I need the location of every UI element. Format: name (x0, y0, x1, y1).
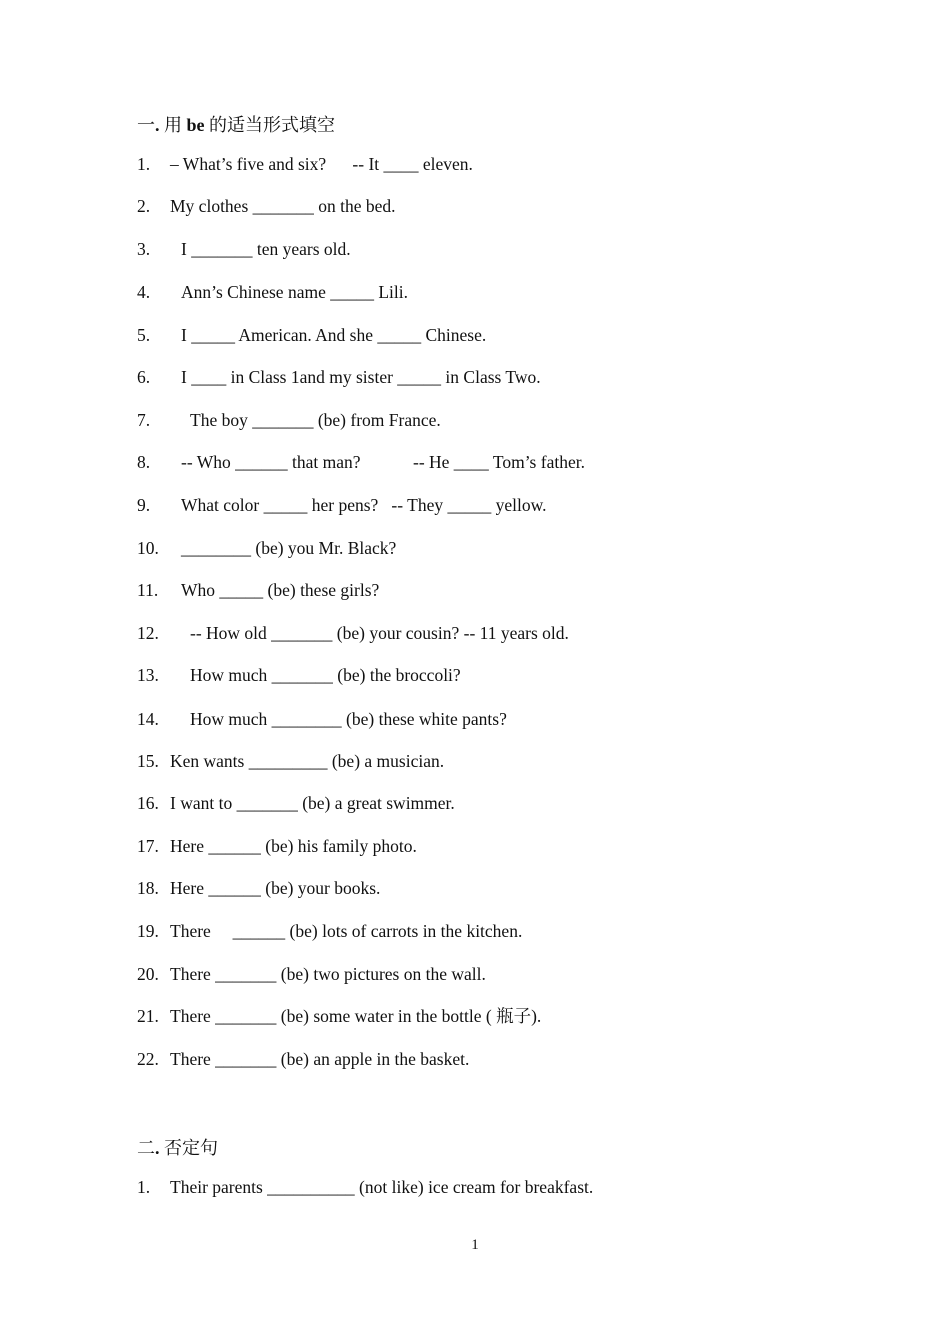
item-text: -- How old _______ (be) your cousin? -- 11 years old. (190, 623, 569, 643)
exercise-item (137, 282, 408, 302)
exercise-item (137, 154, 473, 174)
item-text: I ____ in Class 1and my sister _____ in Class Two. (181, 367, 541, 387)
exercise-item (137, 410, 441, 430)
exercise-item (137, 964, 486, 984)
be-keyword: be (186, 115, 205, 135)
item-text: Here ______ (be) his family photo. (170, 836, 417, 856)
item-number: 9. (137, 495, 151, 515)
item-number: 20. (137, 964, 159, 984)
item-text: ________ (be) you Mr. Black? (181, 538, 397, 558)
item-number: 14. (137, 709, 159, 729)
item-text: I want to _______ (be) a great swimmer. (170, 793, 455, 813)
item-text: There _______ (be) an apple in the basket. (170, 1049, 470, 1069)
item-text: My clothes _______ on the bed. (170, 196, 396, 216)
section-2-heading: 二. 否定句 (137, 1138, 218, 1158)
item-number: 22. (137, 1049, 159, 1069)
item-text: There ______ (be) lots of carrots in the kitchen. (170, 921, 523, 941)
exercise-item (137, 709, 507, 729)
item-text: Here ______ (be) your books. (170, 878, 381, 898)
item-text: Ann’s Chinese name _____ Lili. (181, 282, 408, 302)
item-text: How much _______ (be) the broccoli? (190, 665, 461, 685)
item-number: 19. (137, 921, 159, 941)
item-number: 6. (137, 367, 151, 387)
item-number: 2. (137, 196, 151, 216)
exercise-item (137, 1177, 593, 1197)
exercise-item (137, 196, 396, 216)
item-number: 12. (137, 623, 159, 643)
item-text: -- Who ______ that man? -- He ____ Tom’s father. (181, 452, 585, 472)
item-number: 15. (137, 751, 159, 771)
item-number: 4. (137, 282, 151, 302)
item-number: 18. (137, 878, 159, 898)
exercise-item (137, 793, 455, 813)
exercise-item (137, 495, 546, 515)
exercise-item (137, 580, 379, 600)
item-text: Who _____ (be) these girls? (181, 580, 380, 600)
item-text: – What’s five and six? -- It ____ eleven. (170, 154, 473, 174)
item-number: 1. (137, 154, 151, 174)
item-text: I _____ American. And she _____ Chinese. (181, 325, 487, 345)
item-number: 16. (137, 793, 159, 813)
item-number: 11. (137, 580, 159, 600)
item-text: Ken wants _________ (be) a musician. (170, 751, 445, 771)
item-number: 5. (137, 325, 151, 345)
item-text: The boy _______ (be) from France. (190, 410, 441, 430)
item-text: What color _____ her pens? -- They _____ yellow. (181, 495, 547, 515)
item-number: 10. (137, 538, 159, 558)
section-1-heading: 一. 用 be 的适当形式填空 (137, 115, 335, 135)
exercise-item (137, 836, 417, 856)
exercise-item (137, 367, 541, 387)
exercise-item (137, 452, 585, 472)
item-number: 3. (137, 239, 151, 259)
exercise-item (137, 623, 569, 643)
exercise-item (137, 1049, 469, 1069)
exercise-item (137, 325, 486, 345)
page-number: 1 (471, 1237, 479, 1253)
item-number: 1. (137, 1177, 151, 1197)
item-text: Their parents __________ (not like) ice cream for breakfast. (170, 1177, 594, 1197)
item-number: 7. (137, 410, 151, 430)
exercise-item (137, 921, 522, 941)
item-number: 17. (137, 836, 159, 856)
item-text: I _______ ten years old. (181, 239, 351, 259)
item-text: How much ________ (be) these white pants? (190, 709, 507, 729)
item-text: There _______ (be) some water in the bottle ( 瓶子). (170, 1006, 542, 1026)
exercise-item (137, 878, 380, 898)
item-number: 13. (137, 665, 159, 685)
item-text: There _______ (be) two pictures on the wall. (170, 964, 486, 984)
exercise-item (137, 751, 444, 771)
exercise-item (137, 538, 396, 558)
item-number: 21. (137, 1006, 159, 1026)
exercise-item (137, 1006, 541, 1026)
exercise-item (137, 239, 351, 259)
exercise-item (137, 665, 461, 685)
item-number: 8. (137, 452, 151, 472)
